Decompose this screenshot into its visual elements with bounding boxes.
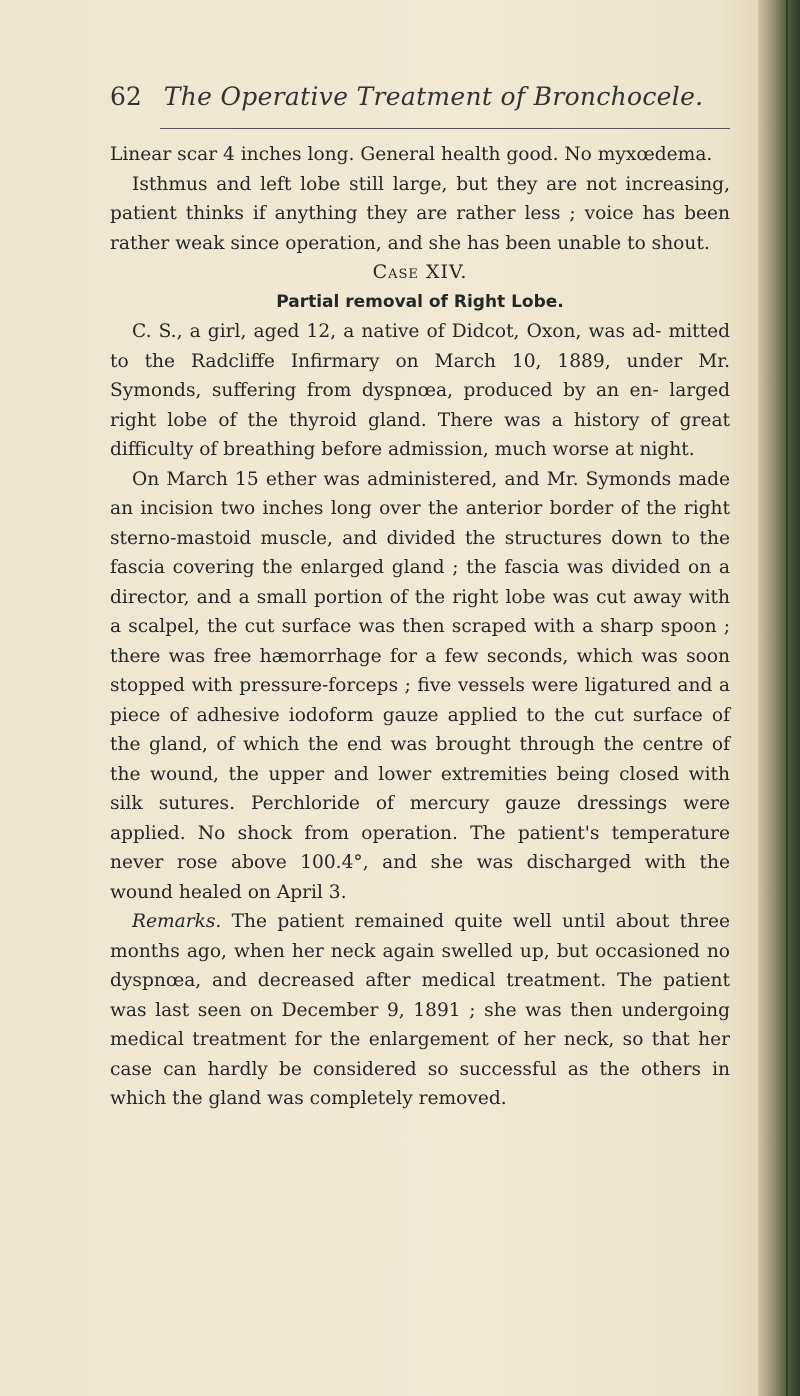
- remarks-label: Remarks.: [132, 911, 222, 932]
- paragraph-admission: C. S., a girl, aged 12, a native of Didcot, Oxon, was ad- mitted to the Radcliffe Infirmary on March 10, 1889, under Mr. Symonds, suffering from dyspnœa, produced by an en- larged right lobe of the thyroid gland. There was a history of great difficulty of breathing before admission, much worse at night.: [110, 321, 730, 460]
- paragraph-operation: On March 15 ether was administered, and Mr. Symonds made an incision two inches long over the anterior border of the right sterno-mastoid muscle, and divided the structures down to the fascia covering the enlarged gland ; the fascia was divided on a director, and a small portion of the right lobe was cut away with a scalpel, the cut surface was then scraped with a sharp spoon ; there was free hæmorrhage for a few seconds, which was soon stopped with pressure-forceps ; five vessels were ligatured and a piece of adhesive iodoform gauze applied to the cut surface of the gland, of which the end was brought through the centre of the wound, the upper and lower extremities being closed with silk sutures. Perchloride of mercury gauze dressings were applied. No shock from operation. The patient's temperature never rose above 100.4°, and she was discharged with the wound healed on April 3.: [110, 468, 730, 903]
- case-subheading: Partial removal of Right Lobe.: [276, 291, 564, 312]
- running-title: The Operative Treatment of Bronchocele.: [163, 82, 704, 111]
- page-number: 62: [110, 82, 142, 111]
- page-edge-binding: [758, 0, 800, 1396]
- paragraph-remarks: [110, 907, 730, 1114]
- header-rule: [160, 128, 730, 129]
- paragraph-scar: Linear scar 4 inches long. General health good. No myxœdema.: [110, 144, 713, 165]
- case-heading: Case XIV.: [372, 261, 468, 283]
- page-edge-line: [786, 0, 788, 1396]
- remarks-text: The patient remained quite well until about three months ago, when her neck again swelled up, but occasioned no dyspnœa, and decreased after medical treatment. The patient was last seen on December 9, 1891 ; she was then undergoing medical treatment for the enlargement of her neck, so that her case can hardly be considered so successful as the others in which the gland was completely removed.: [110, 911, 730, 1109]
- page-body: [110, 140, 730, 1114]
- running-header: [110, 82, 703, 111]
- paragraph-isthmus: Isthmus and left lobe still large, but they are not increasing, patient thinks if anything they are rather less ; voice has been rather weak since operation, and she has been unable to shout.: [110, 173, 730, 254]
